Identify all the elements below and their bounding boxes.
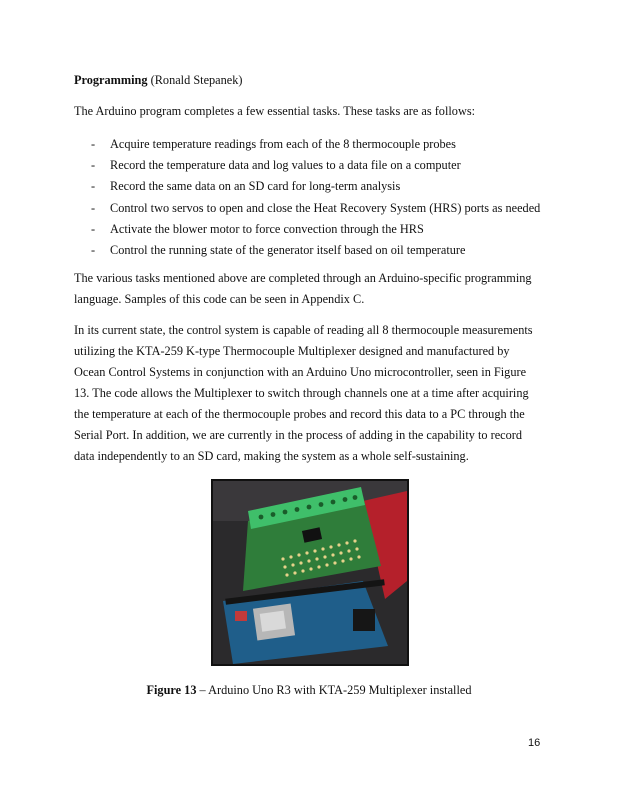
bullet-marker: - <box>91 179 96 194</box>
list-item-text: Record the same data on an SD card for long-term analysis <box>110 179 401 194</box>
intro-paragraph: The Arduino program completes a few essential tasks. These tasks are as follows: <box>74 104 476 118</box>
list-item-text: Activate the blower motor to force convection through the HRS <box>110 221 424 236</box>
figure-label: Figure 13 <box>146 683 197 697</box>
figure-caption-text: – Arduino Uno R3 with KTA-259 Multiplexer installed <box>196 683 472 697</box>
section-heading <box>74 70 544 91</box>
list-item-text: Control two servos to open and close the Heat Recovery System (HRS) ports as needed <box>110 200 541 215</box>
arduino-board-illustration <box>213 481 407 664</box>
list-item <box>74 219 554 240</box>
task-list <box>74 134 554 261</box>
bullet-marker: - <box>91 221 96 236</box>
power-jack <box>353 609 375 631</box>
figure-caption <box>0 680 618 700</box>
paragraph-programming-language: The various tasks mentioned above are completed through an Arduino-specific programming language. Samples of this code can be seen in Appendix C. <box>74 271 532 306</box>
page-number: 16 <box>528 737 541 749</box>
reset-button-part <box>235 611 247 621</box>
list-item-text: Acquire temperature readings from each of the 8 thermocouple probes <box>110 137 456 151</box>
list-item <box>74 240 554 261</box>
list-item <box>74 198 554 219</box>
bullet-marker: - <box>91 200 96 215</box>
figure-13-photo <box>211 479 409 666</box>
bullet-marker: - <box>91 158 96 173</box>
bullet-marker: - <box>91 242 96 257</box>
paragraph-control-system: In its current state, the control system is capable of reading all 8 thermocouple measurements utilizing the KTA-259 K-type Thermocouple Multiplexer designed and manufactured by Ocean Control Systems in conjunction with an Arduino Uno microcontroller, seen in Figure 13. The code allows the Multiplexer to switch through channels one at a time after acquiring the temperature at each of the thermocouple probes and record this data to a PC through the Serial Port. In addition, we are currently in the process of adding in the capability to record data independently to an SD card, making the system as a whole self-sustaining. <box>74 323 533 463</box>
list-item-text: Record the temperature data and log values to a data file on a computer <box>110 158 461 173</box>
bullet-marker: - <box>91 137 96 151</box>
section-title: Programming <box>74 73 148 87</box>
list-item <box>74 176 554 197</box>
list-item-text: Control the running state of the generator itself based on oil temperature <box>110 242 466 257</box>
list-item <box>74 134 554 155</box>
usb-port-inner <box>260 611 286 632</box>
list-item <box>74 155 554 176</box>
section-author: (Ronald Stepanek) <box>150 73 243 87</box>
